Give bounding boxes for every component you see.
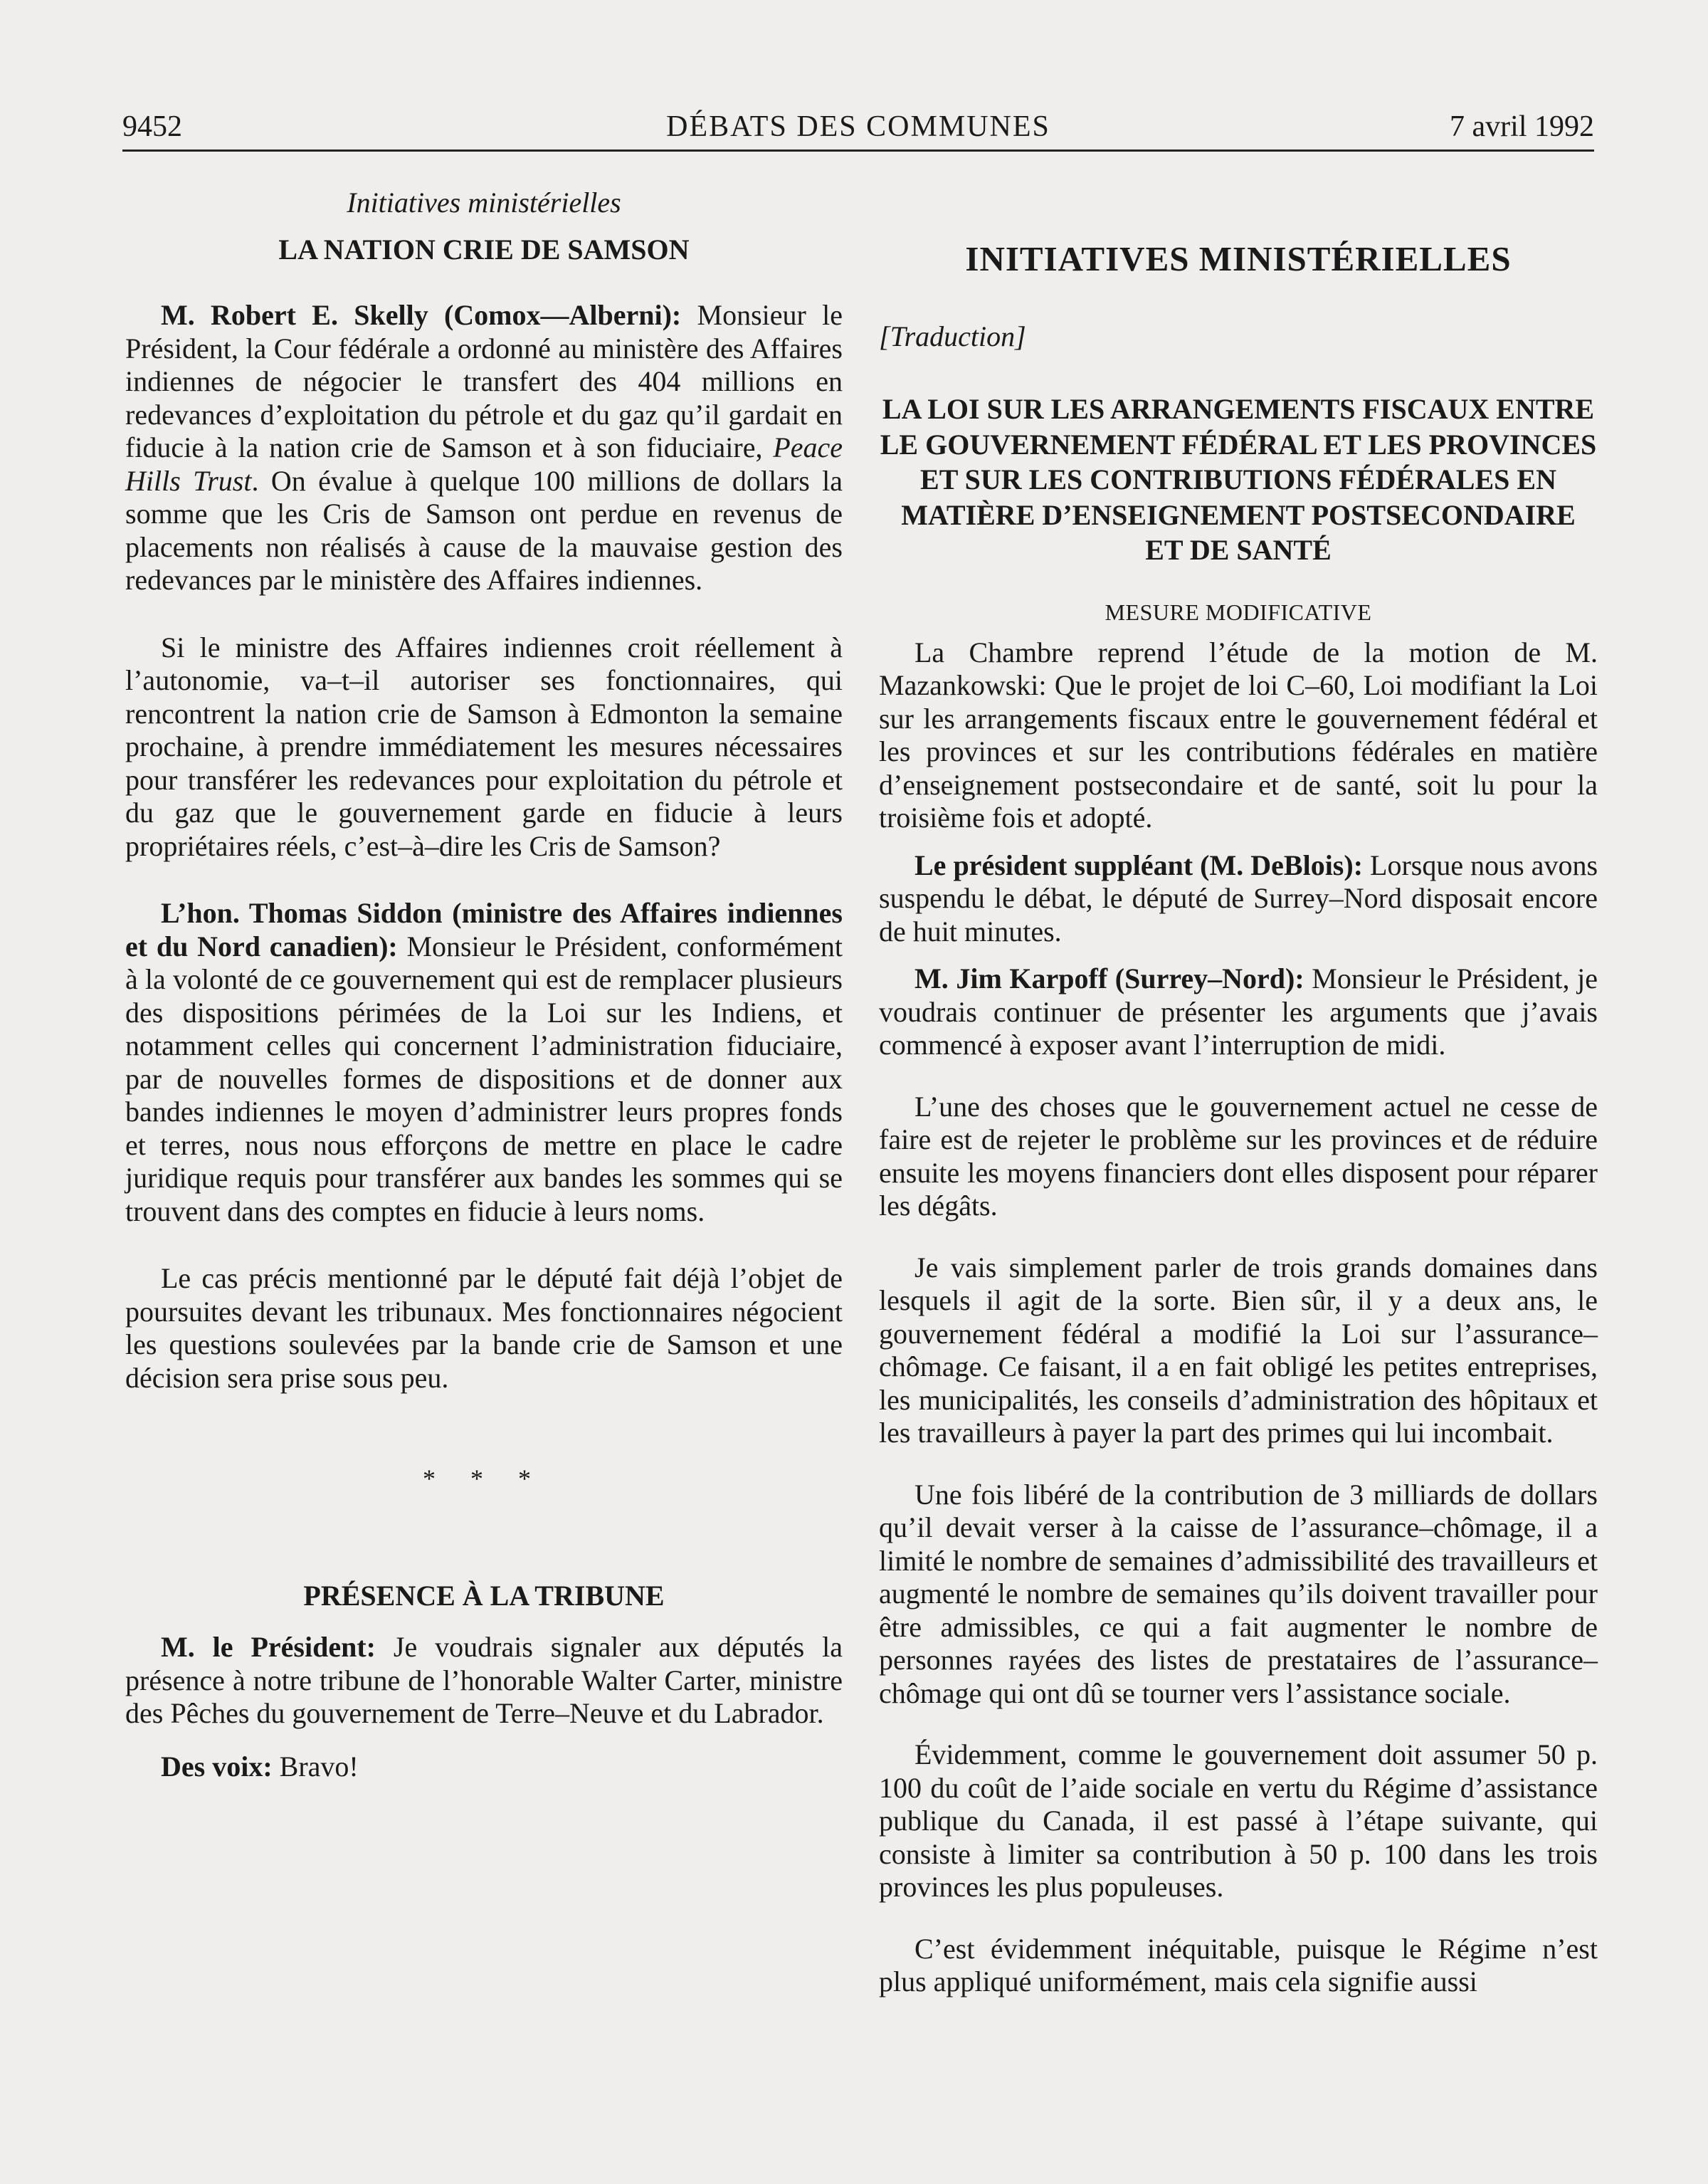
paragraph-siddon: L’hon. Thomas Siddon (ministre des Affaires indiennes et du Nord canadien): Monsieur le Président, conformément à la volonté de ce gouvernement qui est de remplacer plusieurs des dispositions périmées de la Loi sur les Indiens, et notamment celles qui concernent l’administration fiduciaire, par de nouvelles formes de dispositions et de donner aux bandes indiennes le moyen d’administrer leurs propres fonds et terres, nous nous efforçons de mettre en place le cadre juridique requis pour transférer aux bandes les sommes qui se trouvent dans des comptes en fiducie à leurs noms. — [125, 897, 843, 1227]
header-rule — [122, 149, 1594, 152]
paragraph-deblois: Le président suppléant (M. DeBlois): Lorsque nous avons suspendu le débat, le député de Surrey–Nord disposait encore de huit minutes. — [879, 849, 1598, 947]
translation-tag: [Traduction] — [879, 320, 1026, 352]
paragraph-unemployment: Une fois libéré de la contribution de 3 milliards de dollars qu’il devait verser à la caisse de l’assurance–chômage, il a limité le nombre de semaines d’admissibilité des travailleurs et augmenté le nombre de semaines qu’ils doivent travailler pour être admissibles, ce qui a fait augmenter le nombre de personnes rayées des listes de prestataires de l’assurance–chômage qui ont dû se tourner vers l’assistance sociale. — [879, 1478, 1598, 1709]
gallery-section-title: PRÉSENCE À LA TRIBUNE — [303, 1580, 665, 1612]
paragraph-skelly: M. Robert E. Skelly (Comox—Alberni): Monsieur le Président, la Cour fédérale a ordonné au ministère des Affaires indiennes de négocier le transfert des 404 millions en redevances d’exploitation du pétrole et du gaz qu’il gardait en fiducie à la nation crie de Samson et à son fiduciaire, Peace Hills Trust. On évalue à quelque 100 millions de dollars la somme que les Cris de Samson ont perdue en revenus de placements non réalisés à cause de la mauvaise gestion des redevances par le ministère des Affaires indiennes. — [125, 299, 843, 596]
paragraph-question: Si le ministre des Affaires indiennes croit réellement à l’autonomie, va–t–il autoriser ses fonctionnaires, qui rencontrent la nation crie de Samson à Edmonton la semaine prochaine, à prendre immédiatement les mesures nécessaires pour transférer les redevances pour exploitation du pétrole et du gaz que le gouvernement garde en fiducie à leurs propriétaires réels, c’est–à–dire les Cris de Samson? — [125, 631, 843, 862]
paragraph-answer: Le cas précis mentionné par le député fait déjà l’objet de poursuites devant les tribunaux. Mes fonctionnaires négocient les questions soulevées par la bande crie de Samson et une décision sera prise sous peu. — [125, 1262, 843, 1394]
paragraph-inequity: C’est évidemment inéquitable, puisque le Régime n’est plus appliqué uniformément, mais cela signifie aussi — [879, 1932, 1598, 1997]
right-column — [879, 178, 1598, 1999]
left-column — [125, 178, 843, 1783]
speaker-name: M. Robert E. Skelly (Comox—Alberni): — [161, 299, 682, 331]
page-date: 7 avril 1992 — [1450, 110, 1594, 143]
section-label: Initiatives ministérielles — [347, 187, 621, 219]
paragraph-social-assistance: Évidemment, comme le gouvernement doit assumer 50 p. 100 du coût de l’aide sociale en vertu du Régime d’assistance publique du Canada, il est passé à l’étape suivante, qui consiste à limiter sa contribution à 50 p. 100 dans les trois provinces les plus populeuses. — [879, 1738, 1598, 1903]
paragraph-domains: Je vais simplement parler de trois grands domaines dans lesquels il agit de la sorte. Bien sûr, il y a deux ans, le gouvernement fédéral a modifié la Loi sur l’assurance–chômage. Ce faisant, il a en fait obligé les petites entreprises, les municipalités, les conseils d’administration des hôpitaux et les travailleurs à payer la part des primes qui lui incombait. — [879, 1251, 1598, 1449]
speaker-name: Le président suppléant (M. DeBlois): — [914, 849, 1364, 881]
bill-subheading: MESURE MODIFICATIVE — [1105, 599, 1372, 625]
page-number: 9452 — [122, 110, 182, 143]
paragraph-speaker: M. le Président: Je voudrais signaler aux députés la présence à notre tribune de l’honorable Walter Carter, ministre des Pêches du gouvernement de Terre–Neuve et du Labrador. — [125, 1631, 843, 1729]
paragraph-provinces: L’une des choses que le gouvernement actuel ne cesse de faire est de rejeter le problème sur les provinces et de réduire ensuite les moyens financiers dont elles disposent pour réparer les dégâts. — [879, 1090, 1598, 1222]
section-separator: * * * — [423, 1464, 545, 1493]
paragraph-motion: La Chambre reprend l’étude de la motion de M. Mazankowski: Que le projet de loi C–60, Loi modifiant la Loi sur les arrangements fiscaux entre le gouvernement fédéral et les provinces et sur les contributions fédérales en matière d’enseignement postsecondaire et de santé, soit lu pour la troisième fois et adopté. — [879, 636, 1598, 834]
section-title: LA NATION CRIE DE SAMSON — [278, 233, 690, 266]
speaker-name: Des voix: — [161, 1750, 273, 1783]
main-section-title: INITIATIVES MINISTÉRIELLES — [965, 239, 1512, 278]
bill-title: LA LOI SUR LES ARRANGEMENTS FISCAUX ENTRE LE GOUVERNEMENT FÉDÉRAL ET LES PROVINCES ET SUR LES CONTRIBUTIONS FÉDÉRALES EN MATIÈRE D’ENSEIGNEMENT POSTSECONDAIRE ET DE SANTÉ — [880, 393, 1597, 566]
paragraph-applause: Des voix: Bravo! — [161, 1750, 359, 1783]
speaker-name: M. Jim Karpoff (Surrey–Nord): — [914, 962, 1304, 994]
publication-title: DÉBATS DES COMMUNES — [666, 110, 1050, 143]
speaker-name: L’hon. Thomas Siddon (ministre des Affaires indiennes et du Nord canadien): — [125, 897, 843, 962]
paragraph-karpoff: M. Jim Karpoff (Surrey–Nord): Monsieur le Président, je voudrais continuer de présenter les arguments que j’avais commencé à exposer avant l’interruption de midi. — [879, 962, 1598, 1061]
page-header — [122, 107, 1594, 147]
speaker-name: M. le Président: — [161, 1631, 376, 1663]
